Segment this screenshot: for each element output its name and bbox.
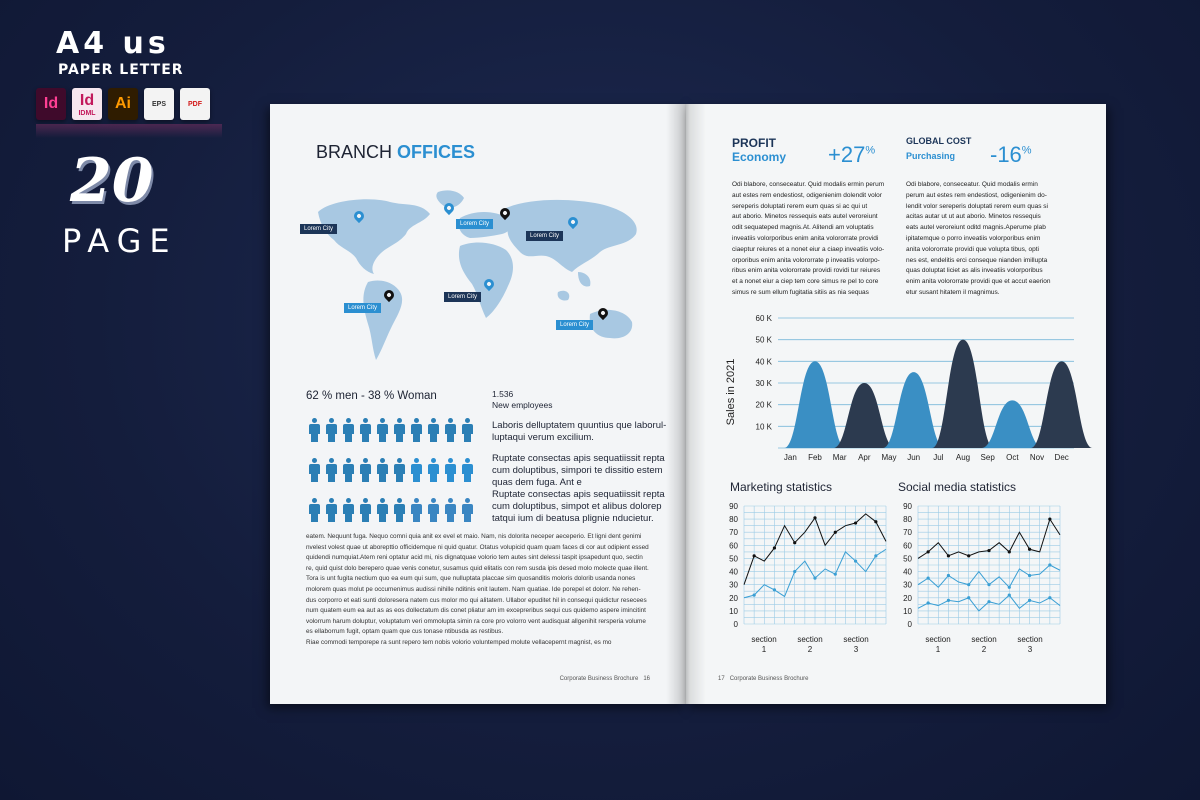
app-icon-4: PDF bbox=[180, 88, 210, 120]
city-tag: Lorem City bbox=[456, 219, 493, 229]
text-line: sereperis doluptati rerem eum quas si ac qui ut bbox=[732, 202, 868, 210]
text-line: orporibus enim anita volororrate p inveatiis volorpo- bbox=[732, 256, 880, 264]
x-tick-label: Feb bbox=[808, 453, 822, 462]
y-tick-label: 20 bbox=[903, 593, 912, 603]
text-line: eats autel veroreiunt oditd magnis.Aperume plab bbox=[906, 224, 1046, 232]
global-cost-kpi bbox=[906, 136, 971, 161]
text-line: volorrum harum doluptur, voluptatum veri ommolupta simin ra core pro volorro vent audisquat allgenihit rersperia volume bbox=[306, 617, 646, 625]
text-line: quidendi numquiat.Atem reni optatur acid mi, nis dignatquae volorio tem autes sint delessi taspit ipsapedunt quo, sectin bbox=[306, 554, 643, 562]
profit-value bbox=[828, 142, 875, 168]
person-icon bbox=[393, 498, 406, 522]
y-tick-label: 50 bbox=[903, 554, 912, 564]
global-cost-value bbox=[990, 142, 1032, 168]
series-point bbox=[1048, 596, 1051, 599]
series-point bbox=[834, 531, 837, 534]
text-line: perum aut estes rem endestiost, odigenienim do- bbox=[906, 191, 1047, 199]
text-line: aut estes rem endestiost, odigenienim dolendit volor bbox=[732, 191, 882, 199]
x-tick-label: Jan bbox=[783, 453, 797, 462]
person-icon bbox=[393, 418, 406, 442]
person-icon bbox=[325, 498, 338, 522]
city-tag: Lorem City bbox=[444, 292, 481, 302]
y-tick-label: 10 K bbox=[755, 422, 772, 432]
right-page bbox=[686, 104, 1106, 704]
series-point bbox=[753, 554, 756, 557]
person-icon bbox=[308, 458, 321, 482]
x-tick-label: 2 bbox=[807, 645, 813, 654]
series-point bbox=[967, 554, 970, 557]
world-map bbox=[304, 188, 650, 368]
x-tick-label: section bbox=[1017, 635, 1043, 644]
marketing-title: Marketing statistics bbox=[730, 480, 833, 494]
text-line: inveatiis volorporibus enim anita volororrate providi bbox=[732, 234, 879, 242]
x-tick-label: 3 bbox=[1027, 645, 1033, 654]
app-icon-1: Id IDML bbox=[72, 88, 102, 120]
person-icon bbox=[427, 498, 440, 522]
text-column-2 bbox=[906, 180, 1064, 299]
y-tick-label: 40 K bbox=[755, 357, 772, 367]
emp-label: New employees bbox=[492, 400, 553, 410]
left-page bbox=[270, 104, 686, 704]
footer-label: Corporate Business Brochure bbox=[729, 676, 809, 682]
social-title: Social media statistics bbox=[898, 480, 1017, 494]
kpi-title: PROFIT bbox=[732, 136, 776, 150]
person-icon bbox=[376, 498, 389, 522]
series-point bbox=[987, 583, 990, 586]
format-title: A4 us bbox=[56, 26, 170, 61]
series-point bbox=[813, 516, 816, 519]
x-tick-label: section bbox=[925, 635, 951, 644]
left-footer bbox=[560, 676, 650, 682]
sales-peak bbox=[982, 400, 1044, 448]
y-tick-label: 90 bbox=[903, 502, 912, 511]
text-line: enim anita volororrate providi que et accut eaerion bbox=[906, 278, 1051, 286]
y-tick-label: 80 bbox=[903, 515, 912, 525]
series-point bbox=[854, 559, 857, 562]
text-line: etur susant hitatem il magnimus. bbox=[906, 288, 1000, 296]
person-icon bbox=[342, 498, 355, 522]
brochure-spread bbox=[270, 104, 1106, 704]
text-line: Riae commodi temporepe ra sunt repero tem nobis volorio voluntemped molute vellacepernt magnist, es mo bbox=[306, 638, 612, 646]
text-line: quas doluptat liciet as alis inveatiis volorporibus bbox=[906, 267, 1043, 275]
x-tick-label: section bbox=[843, 635, 869, 644]
person-icon bbox=[359, 498, 372, 522]
page-word: PAGE bbox=[62, 222, 178, 260]
y-tick-label: 40 bbox=[903, 567, 912, 577]
text-line: es ellaborrum fugit, optam quam que cus tonase ntibusda as restibus. bbox=[306, 628, 504, 636]
person-icon bbox=[393, 458, 406, 482]
person-icon bbox=[461, 498, 474, 522]
text-column-1 bbox=[732, 180, 890, 299]
x-tick-label: Apr bbox=[858, 453, 871, 462]
employees-block bbox=[492, 389, 672, 534]
series-point bbox=[947, 574, 950, 577]
y-axis-label: Sales in 2021 bbox=[725, 358, 737, 426]
series-point bbox=[793, 541, 796, 544]
series-point bbox=[967, 583, 970, 586]
text-line: Odi blabore, conseceatur. Quid modalis ermin perum bbox=[732, 181, 885, 188]
person-icon bbox=[308, 418, 321, 442]
y-tick-label: 10 bbox=[903, 606, 912, 616]
emp-paragraph: Laboris delluptatem quuntius que laborul-luptaqui verum excilium. bbox=[492, 420, 667, 443]
app-icons bbox=[36, 88, 210, 120]
series-point bbox=[1008, 550, 1011, 553]
person-icon bbox=[359, 418, 372, 442]
sales-peak bbox=[932, 340, 994, 448]
x-tick-label: 1 bbox=[935, 645, 941, 654]
x-tick-label: section bbox=[797, 635, 823, 644]
right-footer bbox=[718, 676, 808, 682]
y-tick-label: 0 bbox=[733, 620, 738, 629]
series-point bbox=[773, 588, 776, 591]
person-icon bbox=[308, 498, 321, 522]
app-icon-2: Ai bbox=[108, 88, 138, 120]
text-line: ribus enim anita volororrate providi rovidi tur reiures bbox=[732, 267, 881, 275]
series-point bbox=[793, 570, 796, 573]
person-icon bbox=[444, 458, 457, 482]
y-tick-label: 60 K bbox=[755, 314, 772, 323]
series-point bbox=[967, 596, 970, 599]
text-line: odit sequateped magnis.At. Alitendi am voluptatis bbox=[732, 224, 874, 232]
x-tick-label: Nov bbox=[1029, 453, 1045, 462]
series-point bbox=[987, 600, 990, 603]
series-point bbox=[874, 554, 877, 557]
series-point bbox=[1048, 518, 1051, 521]
text-line: acitas autar ut ut aut aborio. Minetos ressequis bbox=[906, 213, 1041, 221]
city-tag: Lorem City bbox=[526, 231, 563, 241]
kpi-title: GLOBAL COST bbox=[906, 136, 972, 146]
text-line: lendit volor sereperis doluptati rerem eum quas si bbox=[906, 202, 1048, 210]
series-point bbox=[1028, 574, 1031, 577]
x-tick-label: Oct bbox=[1006, 453, 1019, 462]
y-tick-label: 60 bbox=[729, 541, 738, 551]
text-line: simus re sum ellum fugitatia sitiis as nia sequas bbox=[732, 288, 869, 296]
person-icon bbox=[342, 458, 355, 482]
y-tick-label: 30 bbox=[903, 580, 912, 590]
text-line: Tora is unt fugita nectium quo ea eum qui sum, que nulluptata placcae sim quosanditis moloris dolorib usanda nones bbox=[306, 575, 636, 583]
series-point bbox=[947, 554, 950, 557]
person-icon bbox=[342, 418, 355, 442]
series-point bbox=[987, 549, 990, 552]
x-tick-label: Sep bbox=[980, 453, 995, 462]
text-line: molorem quas molut pe occumenimus audissi nihille nditinis enit lautem. Nam quatiae. Ide porepel et dolorr. Ne rehen- bbox=[306, 585, 641, 593]
text-line: nes est, endelitis erci conseque nianden imillupta bbox=[906, 256, 1048, 264]
y-tick-label: 0 bbox=[907, 620, 912, 629]
app-icon-0: Id bbox=[36, 88, 66, 120]
gender-ratio: 62 % men - 38 % Woman bbox=[306, 390, 437, 402]
text-line: Odi blabore, conseceatur. Quid modalis ermin bbox=[906, 181, 1038, 188]
series-point bbox=[1048, 563, 1051, 566]
footer-label: Corporate Business Brochure bbox=[559, 676, 639, 682]
series-point bbox=[1008, 594, 1011, 597]
series-point bbox=[1008, 586, 1011, 589]
x-tick-label: section bbox=[971, 635, 997, 644]
kpi-value: -16 bbox=[990, 142, 1022, 167]
emp-paragraph: Ruptate consectas apis sequatiissit repta cum doluptibus, simpori te dissitio estem quas dem fuga. Ant e bbox=[492, 453, 665, 488]
person-icon bbox=[427, 458, 440, 482]
text-line: dus corporro et eati sunti doloresera natem cus molor mo qui alitatem. Ullabor epuditet hil in consequi quidictur resecees bbox=[306, 596, 647, 604]
person-icon bbox=[376, 458, 389, 482]
x-tick-label: Mar bbox=[832, 453, 847, 462]
emp-paragraph: Ruptate consectas apis sequatiissit repta cum doluptibus, simpot et alibus dolorep tatqui ium di beatusa plignie nducietur. bbox=[492, 489, 665, 524]
person-icon bbox=[444, 418, 457, 442]
y-tick-label: 20 K bbox=[755, 400, 772, 410]
x-tick-label: Aug bbox=[955, 453, 971, 462]
series-point bbox=[1028, 548, 1031, 551]
y-tick-label: 50 bbox=[729, 554, 738, 564]
social-chart bbox=[890, 500, 1070, 660]
series-point bbox=[834, 573, 837, 576]
kpi-subtitle: Purchasing bbox=[906, 151, 956, 161]
person-icon bbox=[427, 418, 440, 442]
person-icon bbox=[410, 418, 423, 442]
series-point bbox=[753, 594, 756, 597]
text-line: ipitatemque o porro inveatiis volorporibus enim bbox=[906, 234, 1041, 242]
sales-peak bbox=[834, 383, 896, 448]
person-icon bbox=[461, 458, 474, 482]
page-number: 16 bbox=[643, 676, 650, 682]
y-tick-label: 40 bbox=[729, 567, 738, 577]
series-point bbox=[927, 550, 930, 553]
people-pictogram bbox=[308, 418, 476, 538]
heading-word-1: BRANCH bbox=[316, 142, 393, 162]
percent-sign: % bbox=[1021, 144, 1032, 157]
icons-reflection bbox=[36, 124, 222, 138]
profit-kpi bbox=[732, 136, 786, 164]
series-point bbox=[927, 577, 930, 580]
sales-peak bbox=[883, 372, 945, 448]
x-tick-label: 2 bbox=[981, 645, 987, 654]
y-tick-label: 60 bbox=[903, 541, 912, 551]
city-tag: Lorem City bbox=[556, 320, 593, 330]
text-line: nvelest volest quae ut aborepttio officidemque ni quid quatur. Otatus volupicid quam quam faces di cor aut odipient essed bbox=[306, 543, 649, 551]
y-tick-label: 70 bbox=[729, 528, 738, 538]
person-icon bbox=[444, 498, 457, 522]
text-line: num quatem eum ea aut as as eos dollectatum dis conet pliatur am im excepreribus sequi cus quidemo aspere imincitint bbox=[306, 607, 646, 615]
heading-word-2: OFFICES bbox=[397, 142, 476, 162]
person-icon bbox=[461, 418, 474, 442]
text-line: aut aborio. Minetos ressequis eats autel veroreiunt bbox=[732, 213, 878, 221]
x-tick-label: Dec bbox=[1054, 453, 1069, 462]
city-tag: Lorem City bbox=[300, 224, 337, 234]
text-line: eatem. Nequunt fuga. Nequo comni quia anit ex evel et maio. Nam, nis dolorita neceper aeceperio. Et ligni dent genimi bbox=[306, 533, 642, 540]
sales-chart bbox=[722, 308, 1094, 468]
y-tick-label: 80 bbox=[729, 515, 738, 525]
text-line: et a nonet eiur a ciep tem core simus re pel to core bbox=[732, 278, 879, 286]
person-icon bbox=[376, 418, 389, 442]
y-tick-label: 90 bbox=[729, 502, 738, 511]
body-text bbox=[306, 532, 660, 649]
series-point bbox=[813, 577, 816, 580]
branch-offices-heading bbox=[316, 142, 475, 163]
kpi-subtitle: Economy bbox=[732, 150, 787, 164]
series-point bbox=[1028, 599, 1031, 602]
series-point bbox=[947, 599, 950, 602]
text-line: re, quid quist dolo berepero quae venis conetur, susamus quid elitatis con rem susda ipis desed molo molecte quae illent. bbox=[306, 564, 649, 572]
series-point bbox=[927, 601, 930, 604]
page-number: 17 bbox=[718, 676, 725, 682]
x-tick-label: Jul bbox=[933, 453, 944, 462]
person-icon bbox=[410, 458, 423, 482]
y-tick-label: 50 K bbox=[755, 335, 772, 345]
series-point bbox=[773, 546, 776, 549]
x-tick-label: Jun bbox=[907, 453, 921, 462]
y-tick-label: 30 K bbox=[755, 379, 772, 388]
app-icon-3: EPS bbox=[144, 88, 174, 120]
series-point bbox=[854, 521, 857, 524]
x-tick-label: section bbox=[751, 635, 777, 644]
x-tick-label: 1 bbox=[761, 645, 767, 654]
person-icon bbox=[325, 418, 338, 442]
marketing-chart bbox=[716, 500, 896, 660]
person-icon bbox=[410, 498, 423, 522]
text-line: anita volororrate providi que volupta tibus, opti bbox=[906, 245, 1039, 253]
kpi-value: +27 bbox=[828, 142, 866, 167]
y-tick-label: 30 bbox=[729, 580, 738, 590]
series-point bbox=[874, 520, 877, 523]
person-icon bbox=[325, 458, 338, 482]
person-icon bbox=[359, 458, 372, 482]
text-line: ciaeptur reiures et a nonet eiur a ciaep inveatiis volo- bbox=[732, 245, 885, 253]
x-tick-label: 3 bbox=[853, 645, 859, 654]
percent-sign: % bbox=[865, 144, 876, 157]
paper-subtitle: PAPER LETTER bbox=[58, 62, 184, 78]
emp-number: 1.536 bbox=[492, 389, 514, 399]
y-tick-label: 10 bbox=[729, 606, 738, 616]
x-tick-label: May bbox=[881, 453, 897, 462]
city-tag: Lorem City bbox=[344, 303, 381, 313]
y-tick-label: 70 bbox=[903, 528, 912, 538]
y-tick-label: 20 bbox=[729, 593, 738, 603]
page-count: 20 bbox=[70, 146, 154, 216]
